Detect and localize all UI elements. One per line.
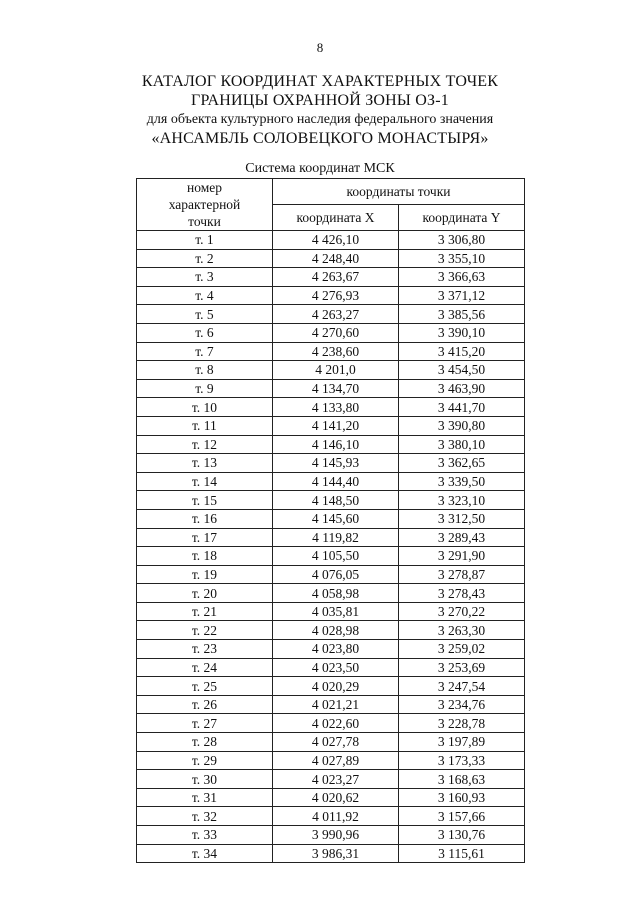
point-number-cell: т. 4 [137,286,273,305]
page-number: 8 [316,40,324,55]
x-coordinate-cell: 4 146,10 [273,435,399,454]
point-number-cell: т. 16 [137,509,273,528]
y-coordinate-cell: 3 263,30 [399,621,525,640]
table-row [137,733,525,752]
point-number-cell: т. 28 [137,733,273,752]
x-coordinate-cell: 4 133,80 [273,398,399,417]
y-coordinate-cell: 3 289,43 [399,528,525,547]
y-coordinate-cell: 3 390,80 [399,416,525,435]
table-row [137,658,525,677]
point-number-cell: т. 18 [137,547,273,566]
point-number-cell: т. 12 [137,435,273,454]
point-header-line-1: номер [186,180,222,195]
x-coordinate-cell: 4 134,70 [273,379,399,398]
table-row [137,602,525,621]
table-row [137,509,525,528]
table-row [137,826,525,845]
x-coordinate-cell: 4 426,10 [273,231,399,250]
x-coordinate-cell: 4 105,50 [273,547,399,566]
point-number-cell: т. 9 [137,379,273,398]
table-row [137,398,525,417]
y-coordinate-cell: 3 385,56 [399,305,525,324]
table-row [137,268,525,287]
point-number-header [137,179,273,231]
point-number-cell: т. 24 [137,658,273,677]
point-number-cell: т. 10 [137,398,273,417]
x-coordinate-cell: 4 058,98 [273,584,399,603]
x-coordinate-cell: 4 263,67 [273,268,399,287]
table-row [137,714,525,733]
y-coordinate-cell: 3 157,66 [399,807,525,826]
table-row [137,416,525,435]
x-coordinate-cell: 4 022,60 [273,714,399,733]
y-coordinate-cell: 3 278,87 [399,565,525,584]
table-row [137,584,525,603]
x-coordinate-cell: 4 021,21 [273,695,399,714]
point-number-cell: т. 26 [137,695,273,714]
x-coordinate-cell: 4 020,62 [273,788,399,807]
y-coordinate-cell: 3 130,76 [399,826,525,845]
point-number-cell: т. 22 [137,621,273,640]
y-coordinate-cell: 3 259,02 [399,640,525,659]
table-row [137,677,525,696]
x-coordinate-cell: 4 023,50 [273,658,399,677]
y-coordinate-cell: 3 323,10 [399,491,525,510]
point-number-cell: т. 1 [137,231,273,250]
y-coordinate-cell: 3 366,63 [399,268,525,287]
table-row [137,286,525,305]
table-row [137,640,525,659]
y-coordinate-cell: 3 380,10 [399,435,525,454]
y-coordinate-cell: 3 173,33 [399,751,525,770]
point-number-cell: т. 3 [137,268,273,287]
table-row [137,528,525,547]
x-coordinate-cell: 3 990,96 [273,826,399,845]
point-number-cell: т. 20 [137,584,273,603]
point-number-cell: т. 15 [137,491,273,510]
point-number-cell: т. 21 [137,602,273,621]
heading-line-3: для объекта культурного наследия федерального значения [146,112,494,127]
point-header-line-3: точки [188,214,221,229]
document-heading [0,72,640,148]
table-row [137,547,525,566]
point-number-cell: т. 5 [137,305,273,324]
x-coordinate-cell: 4 027,78 [273,733,399,752]
point-number-cell: т. 32 [137,807,273,826]
y-coordinate-cell: 3 160,93 [399,788,525,807]
x-coordinate-cell: 4 023,80 [273,640,399,659]
point-number-cell: т. 23 [137,640,273,659]
x-coordinate-cell: 4 145,93 [273,454,399,473]
table-row [137,844,525,863]
coordinate-system-label: Система координат МСК [245,161,395,176]
point-number-cell: т. 25 [137,677,273,696]
point-header-line-2: характерной [168,197,241,212]
table-row [137,751,525,770]
point-number-cell: т. 2 [137,249,273,268]
y-coordinate-cell: 3 312,50 [399,509,525,528]
heading-line-1: КАТАЛОГ КООРДИНАТ ХАРАКТЕРНЫХ ТОЧЕК [141,73,499,90]
x-coordinate-cell: 4 020,29 [273,677,399,696]
coordinates-group-header: координаты точки [273,179,525,205]
y-coordinate-cell: 3 270,22 [399,602,525,621]
table-row [137,323,525,342]
x-coordinate-cell: 4 148,50 [273,491,399,510]
coordinates-table-body [137,231,525,863]
table-row [137,807,525,826]
table-row [137,342,525,361]
y-coordinate-cell: 3 415,20 [399,342,525,361]
x-coordinate-cell: 4 028,98 [273,621,399,640]
point-number-cell: т. 27 [137,714,273,733]
y-coordinate-cell: 3 362,65 [399,454,525,473]
point-number-cell: т. 30 [137,770,273,789]
point-number-cell: т. 34 [137,844,273,863]
y-coordinate-cell: 3 115,61 [399,844,525,863]
y-coordinate-cell: 3 306,80 [399,231,525,250]
x-coordinate-cell: 4 011,92 [273,807,399,826]
y-coordinate-cell: 3 278,43 [399,584,525,603]
table-row [137,454,525,473]
table-row [137,231,525,250]
table-row [137,472,525,491]
x-coordinate-cell: 4 023,27 [273,770,399,789]
table-row [137,770,525,789]
point-number-cell: т. 13 [137,454,273,473]
y-coordinate-cell: 3 454,50 [399,361,525,380]
y-coordinate-cell: 3 247,54 [399,677,525,696]
heading-line-2: ГРАНИЦЫ ОХРАННОЙ ЗОНЫ ОЗ-1 [191,92,449,109]
y-coordinate-cell: 3 339,50 [399,472,525,491]
point-number-cell: т. 11 [137,416,273,435]
table-row [137,565,525,584]
y-coordinate-cell: 3 463,90 [399,379,525,398]
table-row [137,621,525,640]
table-row [137,379,525,398]
point-number-cell: т. 14 [137,472,273,491]
table-row [137,788,525,807]
y-coordinate-cell: 3 371,12 [399,286,525,305]
point-number-cell: т. 29 [137,751,273,770]
y-coordinate-cell: 3 441,70 [399,398,525,417]
y-coordinate-header: координата Y [399,205,525,231]
table-row [137,695,525,714]
x-coordinate-cell: 4 027,89 [273,751,399,770]
table-row [137,249,525,268]
heading-line-4: «АНСАМБЛЬ СОЛОВЕЦКОГО МОНАСТЫРЯ» [151,130,489,147]
x-coordinate-cell: 4 201,0 [273,361,399,380]
point-number-cell: т. 33 [137,826,273,845]
y-coordinate-cell: 3 355,10 [399,249,525,268]
x-coordinate-cell: 4 119,82 [273,528,399,547]
x-coordinate-cell: 3 986,31 [273,844,399,863]
y-coordinate-cell: 3 168,63 [399,770,525,789]
x-coordinate-cell: 4 263,27 [273,305,399,324]
y-coordinate-cell: 3 253,69 [399,658,525,677]
x-coordinate-header: координата X [273,205,399,231]
point-number-cell: т. 17 [137,528,273,547]
point-number-cell: т. 8 [137,361,273,380]
point-number-cell: т. 7 [137,342,273,361]
x-coordinate-cell: 4 248,40 [273,249,399,268]
y-coordinate-cell: 3 291,90 [399,547,525,566]
x-coordinate-cell: 4 145,60 [273,509,399,528]
y-coordinate-cell: 3 234,76 [399,695,525,714]
point-number-cell: т. 6 [137,323,273,342]
x-coordinate-cell: 4 035,81 [273,602,399,621]
y-coordinate-cell: 3 390,10 [399,323,525,342]
y-coordinate-cell: 3 228,78 [399,714,525,733]
table-row [137,491,525,510]
x-coordinate-cell: 4 076,05 [273,565,399,584]
x-coordinate-cell: 4 270,60 [273,323,399,342]
y-coordinate-cell: 3 197,89 [399,733,525,752]
point-number-cell: т. 19 [137,565,273,584]
x-coordinate-cell: 4 144,40 [273,472,399,491]
x-coordinate-cell: 4 141,20 [273,416,399,435]
table-row [137,361,525,380]
x-coordinate-cell: 4 276,93 [273,286,399,305]
coordinates-table [136,178,525,863]
x-coordinate-cell: 4 238,60 [273,342,399,361]
point-number-cell: т. 31 [137,788,273,807]
table-row [137,435,525,454]
table-row [137,305,525,324]
